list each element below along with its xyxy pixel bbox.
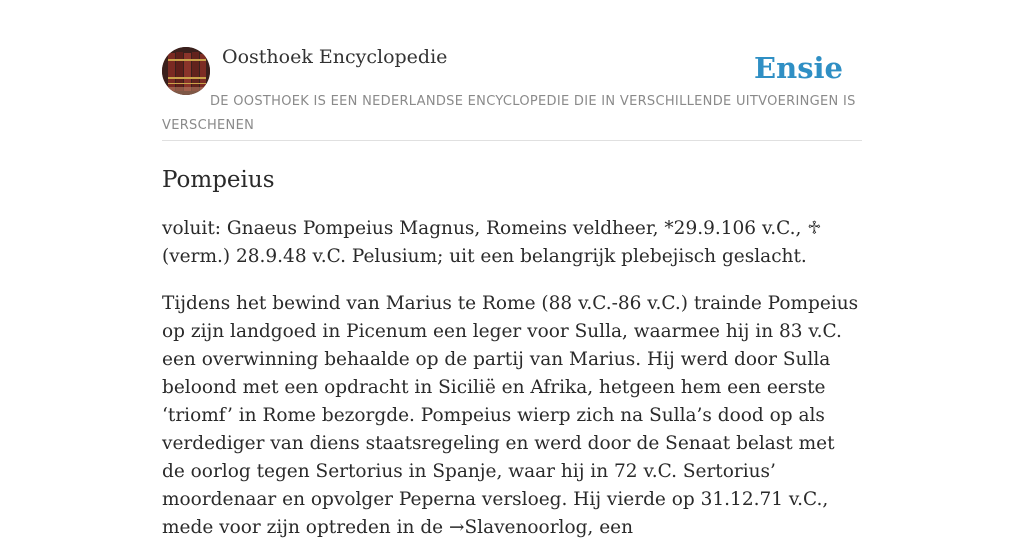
- site-header: [162, 0, 862, 141]
- article-paragraph: voluit: Gnaeus Pompeius Magnus, Romeins veldheer, *29.9.106 v.C., ♱ (verm.) 28.9.48 v.C. Pelusium; uit een belangrijk plebejisch geslacht.: [162, 218, 822, 267]
- brand-logo-link[interactable]: Ensie: [754, 51, 843, 85]
- encyclopedia-books-icon[interactable]: [162, 47, 210, 95]
- page: [162, 0, 862, 542]
- article-paragraph: Tijdens het bewind van Marius te Rome (88 v.C.-86 v.C.) trainde Pompeius op zijn landgoed in Picenum een leger voor Sulla, waarmee hij in 83 v.C. een overwinning behaalde op de partij van Marius. Hij werd door Sulla beloond met een opdracht in Sicilië en Afrika, hetgeen hem een eerste ‘triomf’ in Rome bezorgde. Pompeius wierp zich na Sulla’s dood op als verdediger van diens staatsregeling en werd door de Senaat belast met de oorlog tegen Sertorius in Spanje, waar hij in 72 v.C. Sertorius’ moordenaar en opvolger Peperna versloeg. Hij vierde op 31.12.71 v.C., mede voor zijn optreden in de →Slavenoorlog, een: [162, 293, 859, 538]
- site-tagline: DE OOSTHOEK IS EEN NEDERLANDSE ENCYCLOPEDIE DIE IN VERSCHILLENDE UITVOERINGEN IS VERSCHENEN: [162, 94, 856, 133]
- site-name-link[interactable]: Oosthoek Encyclopedie: [222, 46, 448, 68]
- article: [162, 165, 862, 542]
- article-title: Pompeius: [162, 167, 275, 193]
